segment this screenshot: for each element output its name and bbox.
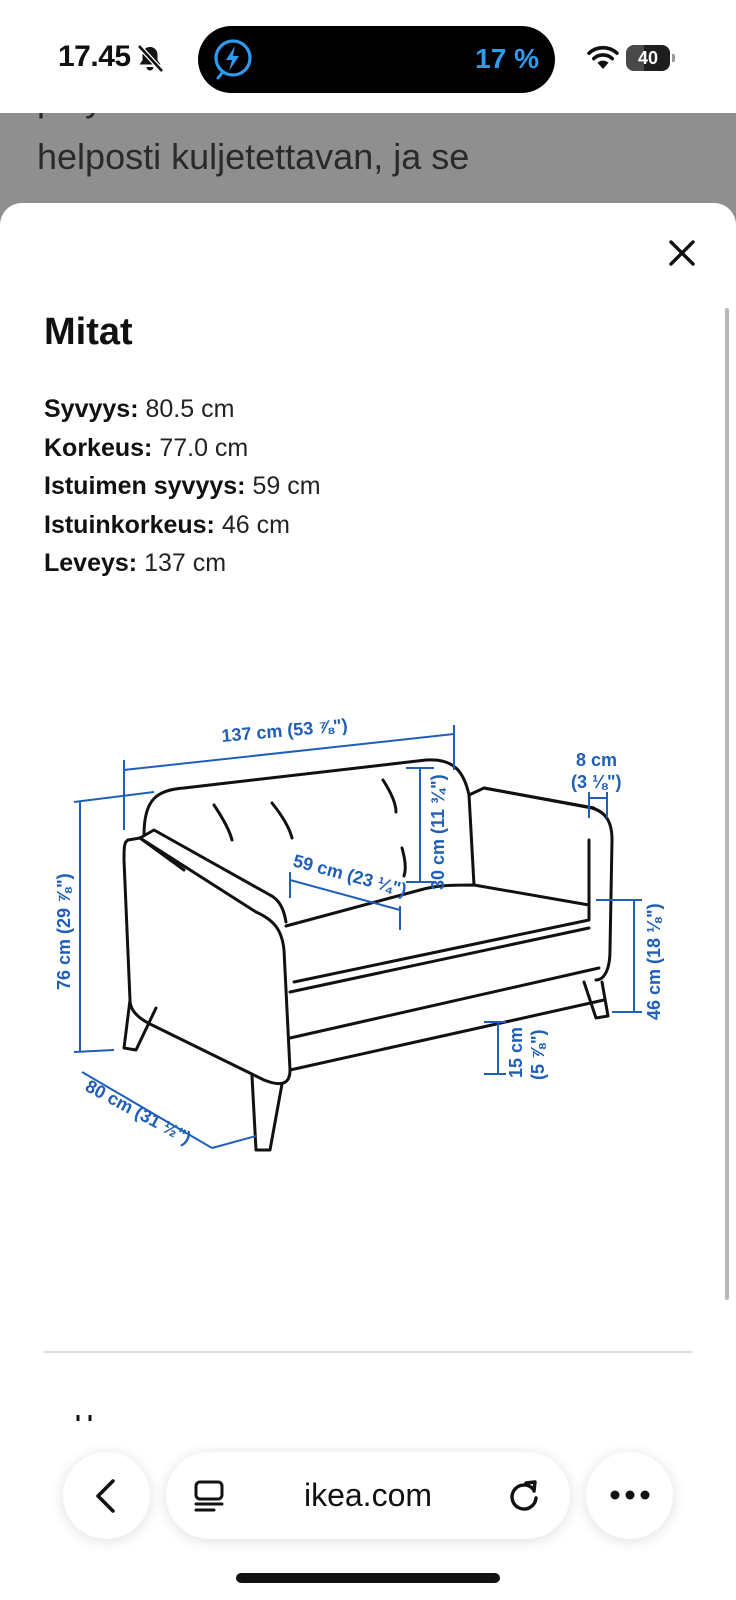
more-button[interactable] [586, 1452, 673, 1539]
dimension-value: 77.0 cm [159, 433, 249, 462]
height-label: 76 cm (29 ⅞") [54, 873, 74, 990]
dimension-label: Istuimen syvyys: [44, 472, 246, 500]
dimension-value: 137 cm [144, 549, 227, 577]
back-button[interactable] [63, 1452, 150, 1539]
chevron-left-icon [91, 1478, 121, 1514]
arm-width-label-cm: 8 cm [576, 750, 618, 770]
depth-label: 80 cm (31 ½") [82, 1075, 195, 1149]
dimension-label: Syvyys: [44, 395, 139, 423]
section-divider [44, 1351, 692, 1353]
dimension-value: 80.5 cm [145, 395, 235, 423]
status-time: 17.45 [58, 40, 131, 73]
charging-bolt-icon [210, 37, 256, 83]
sheet-title: Mitat [44, 311, 133, 353]
dimension-row [44, 506, 321, 545]
battery-indicator [626, 45, 670, 71]
leg-height-label-cm: 15 cm [506, 1026, 526, 1078]
battery-level-text: 40 [637, 48, 659, 68]
status-bar [0, 0, 736, 113]
dimension-row [44, 429, 321, 468]
dimension-lines [74, 725, 642, 1148]
seat-depth-label: 59 cm (23 ¼") [290, 850, 409, 901]
dimension-value: 59 cm [252, 472, 321, 500]
dimension-label: Korkeus: [44, 433, 153, 462]
back-height-label: 30 cm (11 ¾") [428, 774, 448, 890]
dimension-row [44, 467, 321, 506]
ellipsis-icon [608, 1488, 652, 1502]
address-text: ikea.com [303, 1477, 433, 1513]
dimensions-list [44, 390, 321, 583]
width-label: 137 cm (53 ⅞") [220, 715, 349, 746]
seat-height-label: 46 cm (18 ⅛") [644, 903, 664, 1020]
dimension-row [44, 390, 321, 429]
battery-percent: 17 % [475, 43, 539, 74]
close-icon[interactable] [660, 231, 704, 275]
dynamic-island [198, 26, 555, 93]
leg-height-label-in: (5 ⅞") [528, 1029, 548, 1080]
dimension-row [44, 544, 321, 583]
dimension-label: Istuinkorkeus: [44, 510, 215, 539]
background-text-line: helposti kuljetettavan, ja se [37, 136, 470, 177]
dimensions-sheet [0, 203, 736, 1600]
sofa-outline [124, 760, 612, 1150]
sofa-dimension-drawing [44, 700, 694, 1380]
reload-icon[interactable] [506, 1478, 542, 1514]
wifi-icon [586, 45, 620, 71]
arm-width-label-in: (3 ⅛") [571, 772, 622, 792]
bell-slash-icon [136, 44, 164, 74]
scrollbar[interactable] [725, 308, 729, 1300]
home-indicator [236, 1573, 500, 1583]
dimension-value: 46 cm [221, 510, 290, 539]
next-section-partial-text [76, 1411, 106, 1423]
address-bar[interactable] [166, 1452, 570, 1539]
dimension-label: Leveys: [44, 549, 138, 577]
